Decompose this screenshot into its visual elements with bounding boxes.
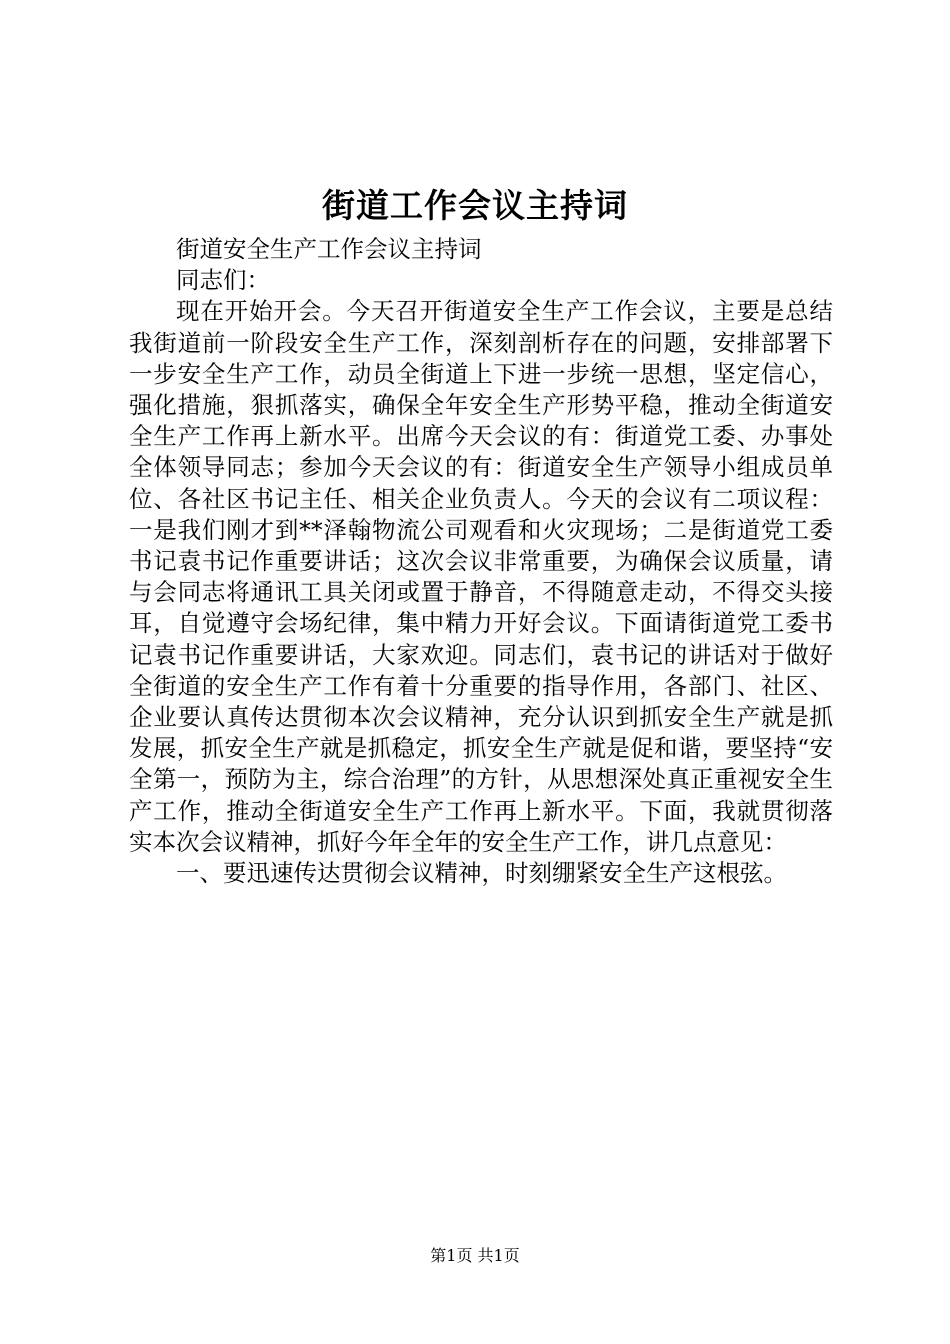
body-paragraph: 现在开始开会。今天召开街道安全生产工作会议，主要是总结我街道前一阶段安全生产工作，深刻剖析存在的问题，安排部署下一步安全生产工作，动员全街道上下进一步统一思想，坚定信心，强化措施，狠抓落实，确保全年安全生产形势平稳，推动全街道安全生产工作再上新水平。出席今天会议的有：街道党工委、办事处全体领导同志；参加今天会议的有：街道安全生产领导小组成员单位、各社区书记主任、相关企业负责人。今天的会议有二项议程：一是我们刚才到**泽翰物流公司观看和火灾现场；二是街道党工委书记袁书记作重要讲话；这次会议非常重要，为确保会议质量，请与会同志将通讯工具关闭或置于静音，不得随意走动，不得交头接耳，自觉遵守会场纪律，集中精力开好会议。下面请街道党工委书记袁书记作重要讲话，大家欢迎。同志们，袁书记的讲话对于做好全街道的安全生产工作有着十分重要的指导作用，各部门、社区、企业要认真传达贯彻本次会议精神，充分认识到抓安全生产就是抓发展，抓安全生产就是抓稳定，抓安全生产就是促和谐，要坚持“安全第一，预防为主，综合治理”的方针，从思想深处真正重视安全生产工作，推动全街道安全生产工作再上新水平。下面，我就贯彻落实本次会议精神，抓好今年全年的安全生产工作，讲几点意见： <box>129 297 833 856</box>
document-title: 街道工作会议主持词 <box>322 186 628 225</box>
body-paragraph: 一、要迅速传达贯彻会议精神，时刻绷紧安全生产这根弦。 <box>176 859 787 888</box>
document-subtitle: 街道安全生产工作会议主持词 <box>176 235 482 263</box>
page-footer: 第1页 共1页 <box>430 1246 520 1265</box>
salutation: 同志们： <box>176 266 270 295</box>
document-body <box>129 234 833 889</box>
